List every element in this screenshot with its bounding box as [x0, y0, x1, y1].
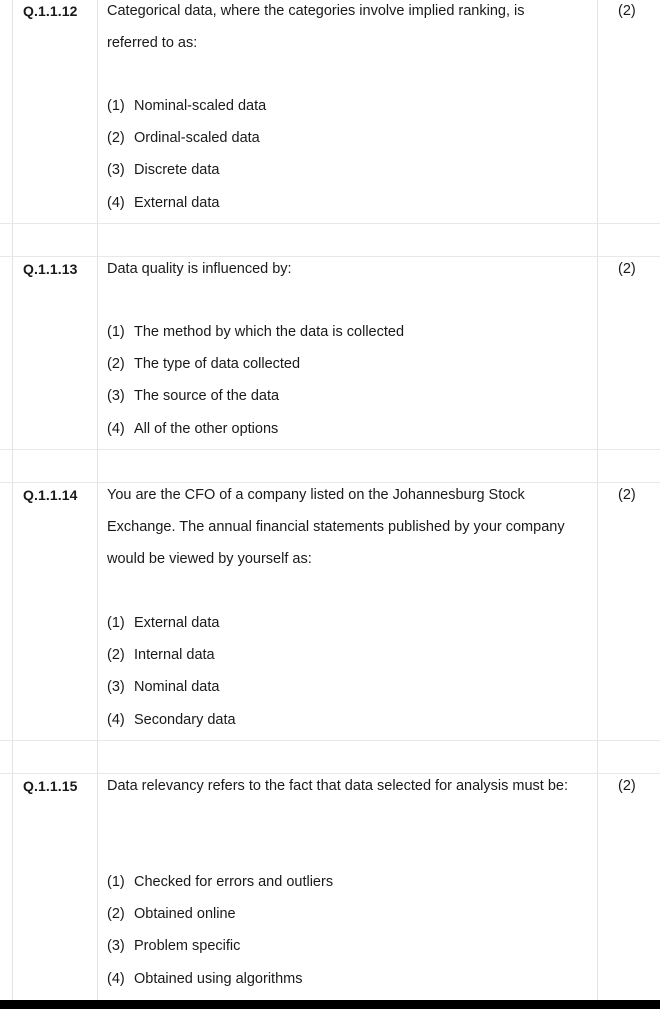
question-marks: (2) — [618, 487, 636, 503]
spacer-row — [12, 224, 660, 256]
option-number: (3) — [107, 162, 125, 179]
spacer-row — [12, 741, 660, 773]
column-divider — [97, 741, 98, 773]
column-divider — [597, 0, 598, 223]
option-item — [107, 963, 577, 995]
option-item — [107, 187, 577, 219]
option-number: (4) — [107, 711, 125, 728]
option-item — [107, 639, 577, 671]
column-divider — [97, 0, 98, 223]
question-number: Q.1.1.15 — [23, 778, 78, 794]
option-text: Secondary data — [134, 711, 236, 728]
option-number: (3) — [107, 938, 125, 955]
option-number: (4) — [107, 420, 125, 437]
option-item — [107, 122, 577, 154]
option-item — [107, 348, 577, 380]
spacer-row — [12, 450, 660, 482]
option-text: All of the other options — [134, 420, 279, 437]
option-number: (2) — [107, 906, 125, 923]
option-item — [107, 930, 577, 962]
option-item — [107, 316, 577, 348]
question-stem: You are the CFO of a company listed on the Johannesburg Stock Exchange. The annual financial statements published by your company would be viewed by yourself as: — [107, 487, 565, 567]
column-divider — [97, 224, 98, 256]
option-item — [107, 671, 577, 703]
options-list — [107, 90, 577, 219]
option-item — [107, 866, 577, 898]
option-text: External data — [134, 194, 220, 211]
column-divider — [97, 774, 98, 1000]
option-text: The method by which the data is collected — [134, 324, 405, 340]
column-divider — [97, 257, 98, 449]
question-number: Q.1.1.13 — [23, 261, 78, 277]
option-item — [107, 90, 577, 122]
question-stem: Data quality is influenced by: — [107, 261, 292, 277]
column-divider — [597, 450, 598, 482]
question-marks: (2) — [618, 778, 636, 794]
question-row-15 — [12, 774, 660, 1000]
option-number: (1) — [107, 615, 125, 631]
option-item — [107, 898, 577, 930]
option-text: Discrete data — [134, 162, 220, 179]
column-divider — [597, 257, 598, 449]
question-number: Q.1.1.14 — [23, 487, 78, 503]
option-item — [107, 607, 577, 639]
option-number: (3) — [107, 388, 125, 405]
option-number: (4) — [107, 970, 125, 987]
option-item — [107, 154, 577, 186]
option-text: Obtained using algorithms — [134, 970, 303, 987]
option-number: (2) — [107, 647, 125, 664]
question-marks: (2) — [618, 3, 636, 19]
options-list — [107, 607, 577, 736]
option-number: (1) — [107, 98, 125, 114]
question-row-14 — [12, 483, 660, 740]
option-text: Nominal-scaled data — [134, 98, 267, 114]
option-number: (4) — [107, 194, 125, 211]
question-number: Q.1.1.12 — [23, 3, 78, 19]
option-text: The source of the data — [134, 388, 280, 405]
question-stem: Data relevancy refers to the fact that data selected for analysis must be: — [107, 778, 569, 794]
option-number: (2) — [107, 356, 125, 373]
question-stem: Categorical data, where the categories involve implied ranking, is referred to as: — [107, 3, 525, 51]
column-divider — [97, 450, 98, 482]
column-divider — [97, 483, 98, 740]
option-number: (3) — [107, 679, 125, 696]
options-list — [107, 316, 577, 445]
column-divider — [597, 483, 598, 740]
options-list — [107, 866, 577, 995]
option-text: Problem specific — [134, 938, 241, 955]
option-item — [107, 380, 577, 412]
question-marks: (2) — [618, 261, 636, 277]
option-text: The type of data collected — [134, 356, 301, 373]
option-text: Obtained online — [134, 906, 236, 923]
option-text: Ordinal-scaled data — [134, 130, 260, 147]
option-number: (2) — [107, 130, 125, 147]
option-number: (1) — [107, 874, 125, 890]
question-row-13 — [12, 257, 660, 449]
option-item — [107, 704, 577, 736]
option-text: Nominal data — [134, 679, 220, 696]
option-number: (1) — [107, 324, 125, 340]
option-item — [107, 413, 577, 445]
column-divider — [597, 774, 598, 1000]
option-text: External data — [134, 615, 220, 631]
question-row-12 — [12, 0, 660, 223]
column-divider — [597, 224, 598, 256]
option-text: Internal data — [134, 647, 215, 664]
bottom-edge-bar — [0, 1000, 660, 1009]
column-divider — [597, 741, 598, 773]
option-text: Checked for errors and outliers — [134, 874, 334, 890]
